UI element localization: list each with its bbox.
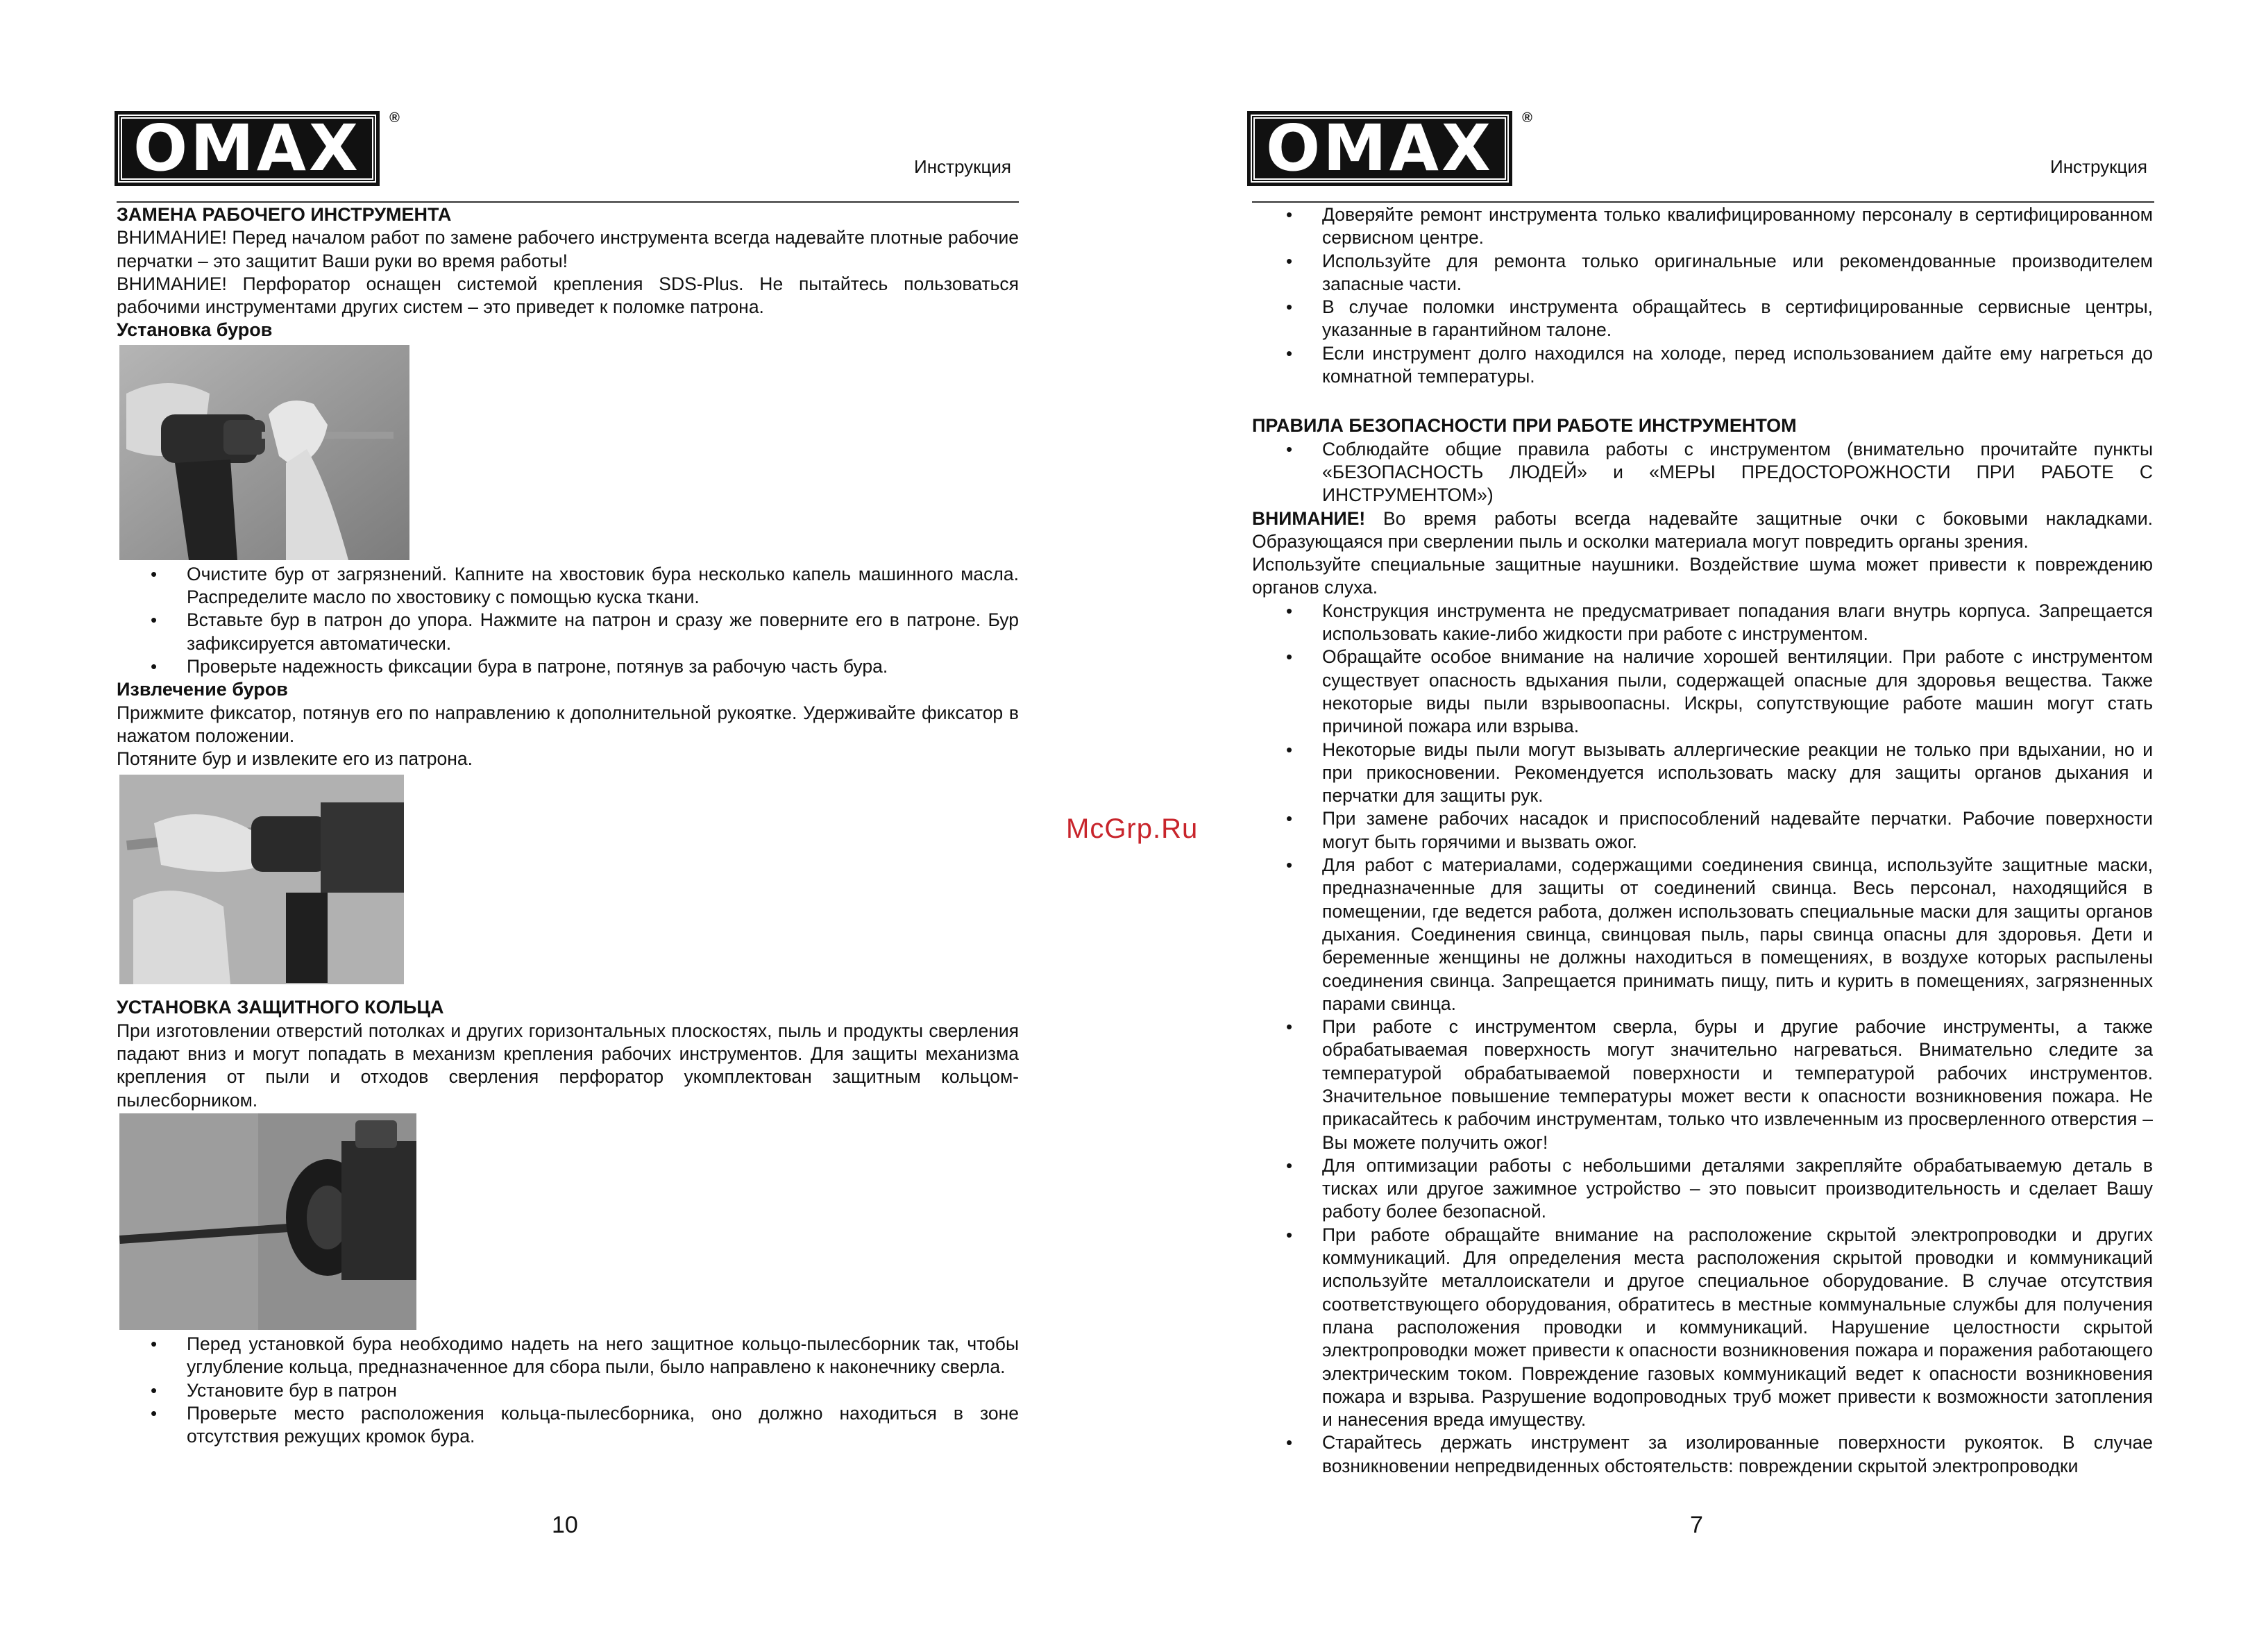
- remove-instruction-2: Потяните бур и извлеките его из патрона.: [117, 748, 473, 770]
- safety-bullet-item: • При работе обращайте внимание на расположение скрытой электропроводки и других коммуникаций. Для определения места расположения скрытой проводки и коммуникаций используйте металлоискатели и другое специальное оборудование. В случае отсутствия соответствующего оборудования, обратитесь в местные коммунальные службы для получения плана расположения проводки и коммуникаций. Нарушение целостности скрытой электропроводки может привести к опасности возникновения пожара и поражения работающего электрическим током. Повреждение газовых коммуникаций ведет к опасности возникновения пожара и взрыва. Разрушение водопроводных труб может привести к возможности затопления и нанесения вреда имуществу.: [1322, 1224, 2153, 1432]
- header-rule: [117, 201, 1019, 203]
- subheading-install-bits: Установка буров: [117, 319, 273, 341]
- logo-wordmark: OMAX: [118, 115, 376, 183]
- safety-bullet-item: • При замене рабочих насадок и приспособлений надевайте перчатки. Рабочие поверхности могут быть горячими и вызвать ожог.: [1322, 807, 2153, 854]
- protective-ring-bullet-list: [117, 1333, 1019, 1448]
- photo-install-bit-illustration: [119, 345, 409, 560]
- photo-protective-ring-illustration: [119, 1113, 416, 1330]
- warning-gloves: ВНИМАНИЕ! Перед началом работ по замене рабочего инструмента всегда надевайте плотные рабочие перчатки – это защитит Ваши руки во время работы!: [117, 227, 1019, 271]
- safety-intro-list: [1252, 438, 2153, 507]
- logo-wordmark: OMAX: [1251, 115, 1509, 183]
- watermark-link[interactable]: McGrp.Ru: [1066, 814, 1199, 844]
- section-title-tool-replacement: ЗАМЕНА РАБОЧЕГО ИНСТРУМЕНТА: [117, 204, 452, 225]
- header-label: Инструкция: [914, 156, 1011, 177]
- safety-bullet-list: [1252, 600, 2153, 1478]
- safety-bullet-item: • Некоторые виды пыли могут вызывать аллергические реакции не только при вдыхании, но и при прикосновении. Рекомендуется использовать маску для защиты органов дыхания и перчатки для защиты рук.: [1322, 739, 2153, 808]
- registered-mark: ®: [389, 110, 400, 126]
- warning-label: ВНИМАНИЕ!: [1252, 507, 1366, 529]
- safety-bullet-item: • Обращайте особое внимание на наличие хорошей вентиляции. При работе с инструментом существует опасность вдыхания пыли, содержащей опасные для здоровья вещества. Также некоторые виды пыли взрывоопасны. Искры, сопутствующие работе машин могут стать причиной пожара или взрыва.: [1322, 646, 2153, 738]
- page-number: 7: [1690, 1512, 1703, 1538]
- photo-remove-bit-illustration: [119, 775, 404, 984]
- section-title-protective-ring: УСТАНОВКА ЗАЩИТНОГО КОЛЬЦА: [117, 997, 444, 1018]
- repair-bullet-list: [1252, 203, 2153, 388]
- install-bullet-item: • Очистите бур от загрязнений. Капните на хвостовик бура несколько капель машинного масла. Распределите масло по хвостовику с помощью куска ткани.: [187, 563, 1019, 609]
- hearing-protection-note: Используйте специальные защитные наушники. Воздействие шума может привести к повреждению органов слуха.: [1252, 554, 2153, 598]
- safety-bullet-item: • Для оптимизации работы с небольшими деталями закрепляйте обрабатываемую деталь в тисках или другое зажимное устройство – это повысит производительность и сделает Вашу работу более безопасной.: [1322, 1154, 2153, 1224]
- protective-ring-bullet-item: • Перед установкой бура необходимо надеть на него защитное кольцо-пылесборник так, чтобы углубление кольца, предназначенное для сбора пыли, было направлено к наконечнику сверла.: [187, 1333, 1019, 1379]
- warning-text: Во время работы всегда надевайте защитные очки с боковыми накладками. Образующаяся при сверлении пыль и осколки материала могут повредить органы зрения.: [1252, 507, 2153, 552]
- safety-bullet-item: • Конструкция инструмента не предусматривает попадания влаги внутрь корпуса. Запрещается использовать какие-либо жидкости при работе с инструментом.: [1322, 600, 2153, 646]
- repair-bullet-item: • Если инструмент долго находился на холоде, перед использованием дайте ему нагреться до комнатной температуры.: [1322, 342, 2153, 389]
- left-content: [117, 203, 1019, 1448]
- photo-install-bit: [119, 345, 409, 560]
- photo-protective-ring: [119, 1113, 416, 1330]
- subheading-remove-bits: Извлечение буров: [117, 679, 288, 700]
- repair-bullet-item: • Доверяйте ремонт инструмента только квалифицированному персоналу в сертифицированном сервисном центре.: [1322, 203, 2153, 250]
- warning-sds-plus: ВНИМАНИЕ! Перфоратор оснащен системой крепления SDS-Plus. Не пытайтесь пользоваться рабочими инструментами других систем – это приведет к поломке патрона.: [117, 273, 1019, 318]
- omax-logo: [1251, 110, 1532, 185]
- eye-protection-warning: [1252, 507, 2153, 554]
- protective-ring-bullet-item: • Установите бур в патрон: [187, 1379, 1019, 1402]
- protective-ring-description: При изготовлении отверстий потолках и других горизонтальных плоскостях, пыль и продукты сверления падают вниз и могут попадать в механизм крепления рабочих инструментов. Для защиты механизма крепления от пыли и отходов сверления перфоратор укомплектован защитным кольцом-пылесборником.: [117, 1020, 1019, 1111]
- safety-bullet-item: • Старайтесь держать инструмент за изолированные поверхности рукояток. В случае возникновении непредвиденных обстоятельств: повреждении скрытой электропроводки: [1322, 1431, 2153, 1478]
- install-bullet-list: [117, 563, 1019, 678]
- safety-intro-item: • Соблюдайте общие правила работы с инструментом (внимательно прочитайте пункты «БЕЗОПАСНОСТЬ ЛЮДЕЙ» и «МЕРЫ ПРЕДОСТОРОЖНОСТИ ПРИ РАБОТЕ С ИНСТРУМЕНТОМ»): [1322, 438, 2153, 507]
- page-right: [1133, 0, 2266, 1652]
- repair-bullet-item: • В случае поломки инструмента обращайтесь в сертифицированные сервисные центры, указанные в гарантийном талоне.: [1322, 296, 2153, 342]
- header-label: Инструкция: [2050, 156, 2147, 177]
- safety-bullet-item: • Для работ с материалами, содержащими соединения свинца, используйте защитные маски, предназначенные для защиты от соединений свинца. Весь персонал, находящийся в помещении, где ведется работа, должен использовать специальные маски для защиты органов дыхания. Соединения свинца, свинцовая пыль, пары свинца опасны для здоровья. Дети и беременные женщины не должны находиться в помещениях, в воздухе которых распылены соединения свинца. Запрещается принимать пищу, пить и курить в помещениях, загрязненных парами свинца.: [1322, 854, 2153, 1015]
- remove-instruction: Прижмите фиксатор, потянув его по направлению к дополнительной рукоятке. Удерживайте фиксатор в нажатом положении.: [117, 702, 1019, 746]
- photo-remove-bit: [119, 775, 404, 984]
- omax-logo: [118, 110, 400, 185]
- protective-ring-bullet-item: • Проверьте место расположения кольца-пылесборника, оно должно находиться в зоне отсутствия режущих кромок бура.: [187, 1402, 1019, 1449]
- install-bullet-item: • Проверьте надежность фиксации бура в патроне, потянув за рабочую часть бура.: [187, 655, 1019, 678]
- registered-mark: ®: [1522, 110, 1532, 126]
- section-title-safety-rules: ПРАВИЛА БЕЗОПАСНОСТИ ПРИ РАБОТЕ ИНСТРУМЕНТОМ: [1252, 415, 1797, 437]
- repair-bullet-item: • Используйте для ремонта только оригинальные или рекомендованные производителем запасные части.: [1322, 250, 2153, 296]
- safety-bullet-item: • При работе с инструментом сверла, буры и другие рабочие инструменты, а также обрабатываемая поверхность могут значительно нагреваться. Внимательно следите за температурой обрабатываемой поверхности и температурой рабочих инструментов. Значительное повышение температуры может вести к опасности возникновения пожара. Не прикасайтесь к рабочим инструментам, только что извлеченным из просверленного отверстия – Вы можете получить ожог!: [1322, 1015, 2153, 1154]
- install-bullet-item: • Вставьте бур в патрон до упора. Нажмите на патрон и сразу же поверните его в патроне. Бур зафиксируется автоматически.: [187, 609, 1019, 655]
- right-content: [1252, 203, 2153, 1478]
- page-number: 10: [552, 1512, 578, 1538]
- header-rule: [1252, 201, 2154, 203]
